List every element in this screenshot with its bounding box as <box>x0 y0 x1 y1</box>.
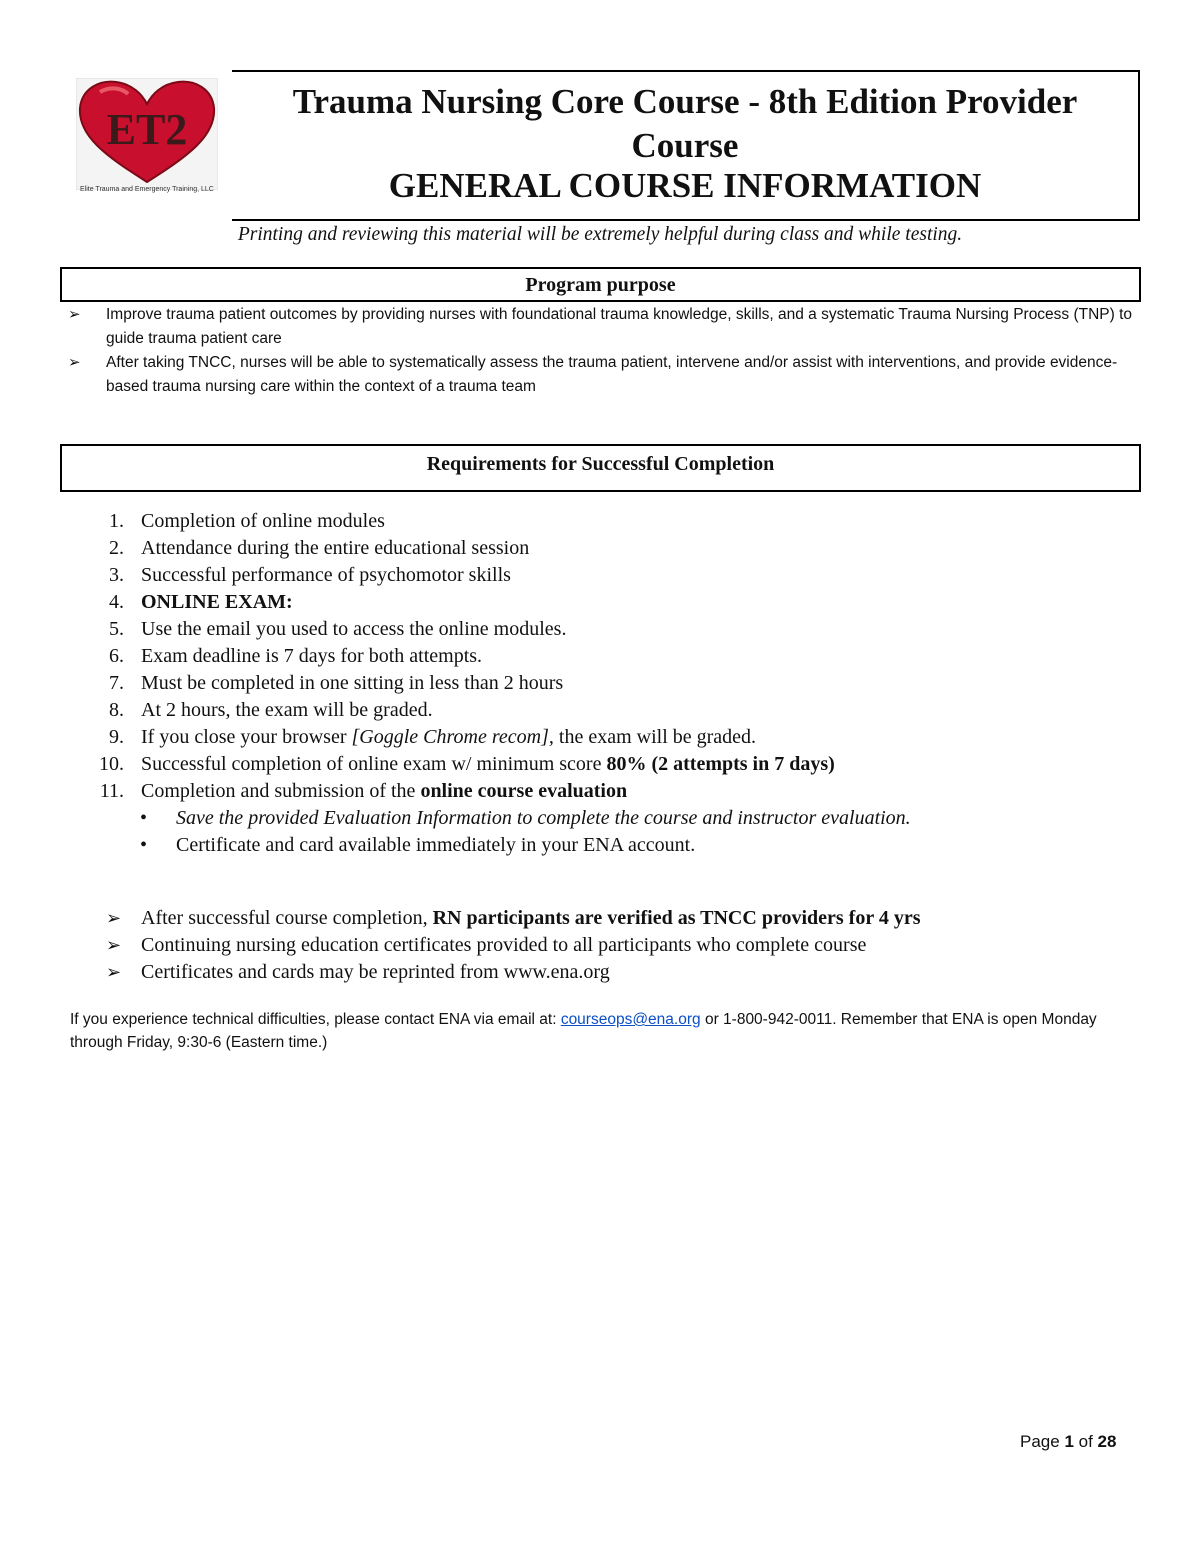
item-text-pre: Completion and submission of the <box>141 780 421 802</box>
sub-list-item <box>100 805 1160 832</box>
sub-item-text: Save the provided Evaluation Information to complete the course and instructor evaluation. <box>176 807 911 829</box>
item-text: Certificates and cards may be reprinted from www.ena.org <box>141 961 610 983</box>
page-title-line3: GENERAL COURSE INFORMATION <box>388 166 982 205</box>
page-of: of <box>1073 1432 1098 1451</box>
item-text: At 2 hours, the exam will be graded. <box>141 699 433 721</box>
heart-logo-icon <box>76 78 218 190</box>
requirements-heading: Requirements for Successful Completion <box>60 444 1141 492</box>
page-label: Page <box>1020 1432 1065 1451</box>
purpose-text: Improve trauma patient outcomes by providing nurses with foundational trauma knowledge, skills, and a systematic Trauma Nursing Process (TNP) to guide trauma patient care <box>106 306 1133 347</box>
sub-item-text: Certificate and card available immediately in your ENA account. <box>176 834 696 856</box>
program-purpose-heading: Program purpose <box>60 267 1141 302</box>
list-item <box>100 616 1160 643</box>
contact-info <box>70 1008 1130 1054</box>
item-text: Continuing nursing education certificates provided to all participants who complete course <box>141 934 867 956</box>
item-number: 3. <box>109 564 124 586</box>
program-purpose-list <box>68 303 1138 399</box>
list-item <box>100 697 1160 724</box>
item-text-bold: RN participants are verified as TNCC providers for 4 yrs <box>432 907 921 929</box>
item-text-pre: Successful completion of online exam w/ minimum score <box>141 753 607 775</box>
list-item <box>106 932 1166 959</box>
list-item <box>100 751 1160 778</box>
item-number: 2. <box>109 537 124 559</box>
list-item <box>100 589 1160 616</box>
item-text-post: the exam will be graded. <box>553 726 757 748</box>
logo-caption: Elite Trauma and Emergency Training, LLC <box>80 186 214 193</box>
item-number: 11. <box>99 780 124 802</box>
list-item <box>100 562 1160 589</box>
purpose-text: After taking TNCC, nurses will be able to systematically assess the trauma patient, intervene and/or assist with interventions, and provide evidence-based trauma nursing care within the context of a trauma team <box>106 354 1118 395</box>
page-title-line2: Course <box>631 126 739 165</box>
subtitle: Printing and reviewing this material will be extremely helpful during class and while testing. <box>237 224 963 245</box>
title-box <box>232 70 1140 221</box>
item-number: 1. <box>109 510 124 532</box>
list-item <box>68 303 1138 351</box>
list-item <box>106 959 1166 986</box>
item-number: 6. <box>109 645 124 667</box>
item-text-bold: online course evaluation <box>420 780 628 802</box>
bullet-icon: • <box>140 807 148 829</box>
list-item <box>100 670 1160 697</box>
list-item <box>100 724 1160 751</box>
item-number: 9. <box>109 726 124 748</box>
arrow-bullet-icon: ➢ <box>106 962 122 982</box>
item-number: 7. <box>109 672 124 694</box>
item-text-pre: After successful course completion, <box>141 907 433 929</box>
arrow-bullet-icon: ➢ <box>68 306 81 323</box>
item-text: Must be completed in one sitting in less than 2 hours <box>141 672 564 694</box>
bullet-icon: • <box>140 834 148 856</box>
page-title-line1: Trauma Nursing Core Course - 8th Edition Provider <box>292 82 1078 121</box>
item-text: Successful performance of psychomotor skills <box>141 564 511 586</box>
after-completion-list <box>106 905 1166 986</box>
list-item <box>100 508 1160 535</box>
arrow-bullet-icon: ➢ <box>106 935 122 955</box>
item-text: Attendance during the entire educational session <box>141 537 530 559</box>
page-total: 28 <box>1097 1432 1117 1451</box>
item-number: 5. <box>109 618 124 640</box>
sub-list-item <box>100 832 1160 859</box>
page-current: 1 <box>1064 1432 1074 1451</box>
contact-text-post: or 1-800-942-0011. Remember that ENA is open Monday through Friday, 9:30-6 (Eastern time.) <box>70 1011 1097 1051</box>
item-text-pre: If you close your browser <box>141 726 352 748</box>
item-text: Exam deadline is 7 days for both attempts. <box>141 645 483 667</box>
arrow-bullet-icon: ➢ <box>106 908 122 928</box>
item-text: Completion of online modules <box>141 510 385 532</box>
email-link[interactable]: courseops@ena.org <box>560 1011 701 1028</box>
contact-text-pre: If you experience technical difficulties, please contact ENA via email at: <box>70 1011 561 1028</box>
item-text: Use the email you used to access the online modules. <box>141 618 567 640</box>
list-item <box>68 351 1138 399</box>
list-item <box>106 905 1166 932</box>
page-number <box>1020 1432 1116 1452</box>
item-text: ONLINE EXAM: <box>141 591 293 613</box>
list-item <box>100 778 1160 805</box>
item-text-bold: 80% (2 attempts in 7 days) <box>606 753 835 775</box>
arrow-bullet-icon: ➢ <box>68 354 81 371</box>
item-text-italic: [Goggle Chrome recom], <box>351 726 554 748</box>
logo-text: ET2 <box>106 105 188 154</box>
item-number: 4. <box>109 591 124 613</box>
requirements-list <box>100 508 1160 859</box>
item-number: 10. <box>99 753 124 775</box>
item-number: 8. <box>109 699 124 721</box>
list-item <box>100 643 1160 670</box>
list-item <box>100 535 1160 562</box>
